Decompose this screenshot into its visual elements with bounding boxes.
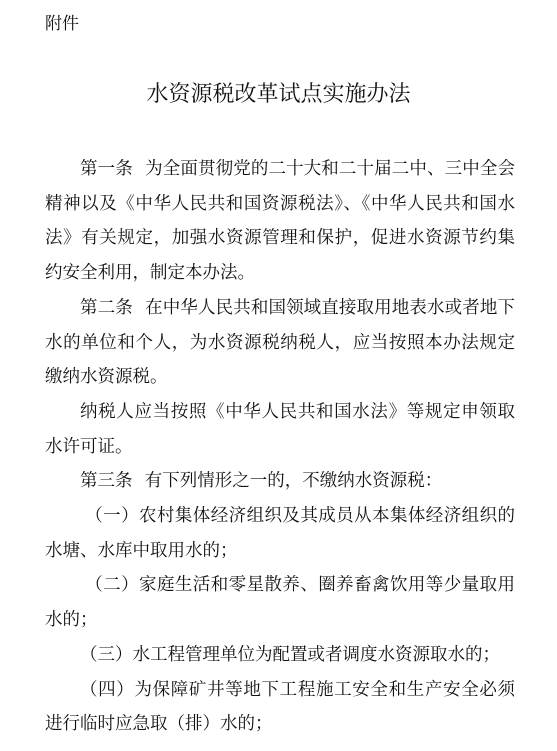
exemption-item-1 [45, 499, 515, 568]
paragraph-text: （三）水工程管理单位为配置或者调度水资源取水的； [80, 644, 500, 665]
paragraph-text: （一）农村集体经济组织及其成员从本集体经济组织的水塘、水库中取用水的； [45, 506, 515, 561]
exemption-item-3 [45, 638, 515, 673]
paragraph-text: （二）家庭生活和零星散养、圈养畜禽饮用等少量取用水的； [45, 575, 515, 631]
exemption-item-2 [45, 568, 515, 637]
exemption-item-4 [45, 673, 515, 742]
permit-paragraph [45, 395, 515, 464]
article-1-paragraph [45, 152, 515, 291]
article-number: 第二条 [80, 297, 133, 318]
paragraph-text: 为全面贯彻党的二十大和二十届二中、三中全会精神以及《中华人民共和国资源税法》、《中华人民共和国水法》有关规定，加强水资源管理和保护，促进水资源节约集约安全利用，制定本办法。 [45, 159, 515, 284]
article-number: 第三条 [80, 471, 133, 492]
article-number: 第一条 [80, 159, 133, 179]
paragraph-text: （四）为保障矿井等地下工程施工安全和生产安全必须进行临时应急取（排）水的； [45, 679, 515, 735]
document-body [45, 152, 515, 742]
paragraph-text: 在中华人民共和国领域直接取用地表水或者地下水的单位和个人，为水资源税纳税人，应当按照本办法规定缴纳水资源税。 [45, 297, 515, 388]
paragraph-text: 有下列情形之一的，不缴纳水资源税： [144, 471, 443, 492]
attachment-label: 附件 [45, 14, 79, 34]
paragraph-text: 纳税人应当按照《中华人民共和国水法》等规定申领取水许可证。 [45, 401, 515, 457]
article-3-paragraph [45, 464, 515, 499]
document-title: 水资源税改革试点实施办法 [146, 82, 411, 107]
article-2-paragraph [45, 291, 515, 395]
